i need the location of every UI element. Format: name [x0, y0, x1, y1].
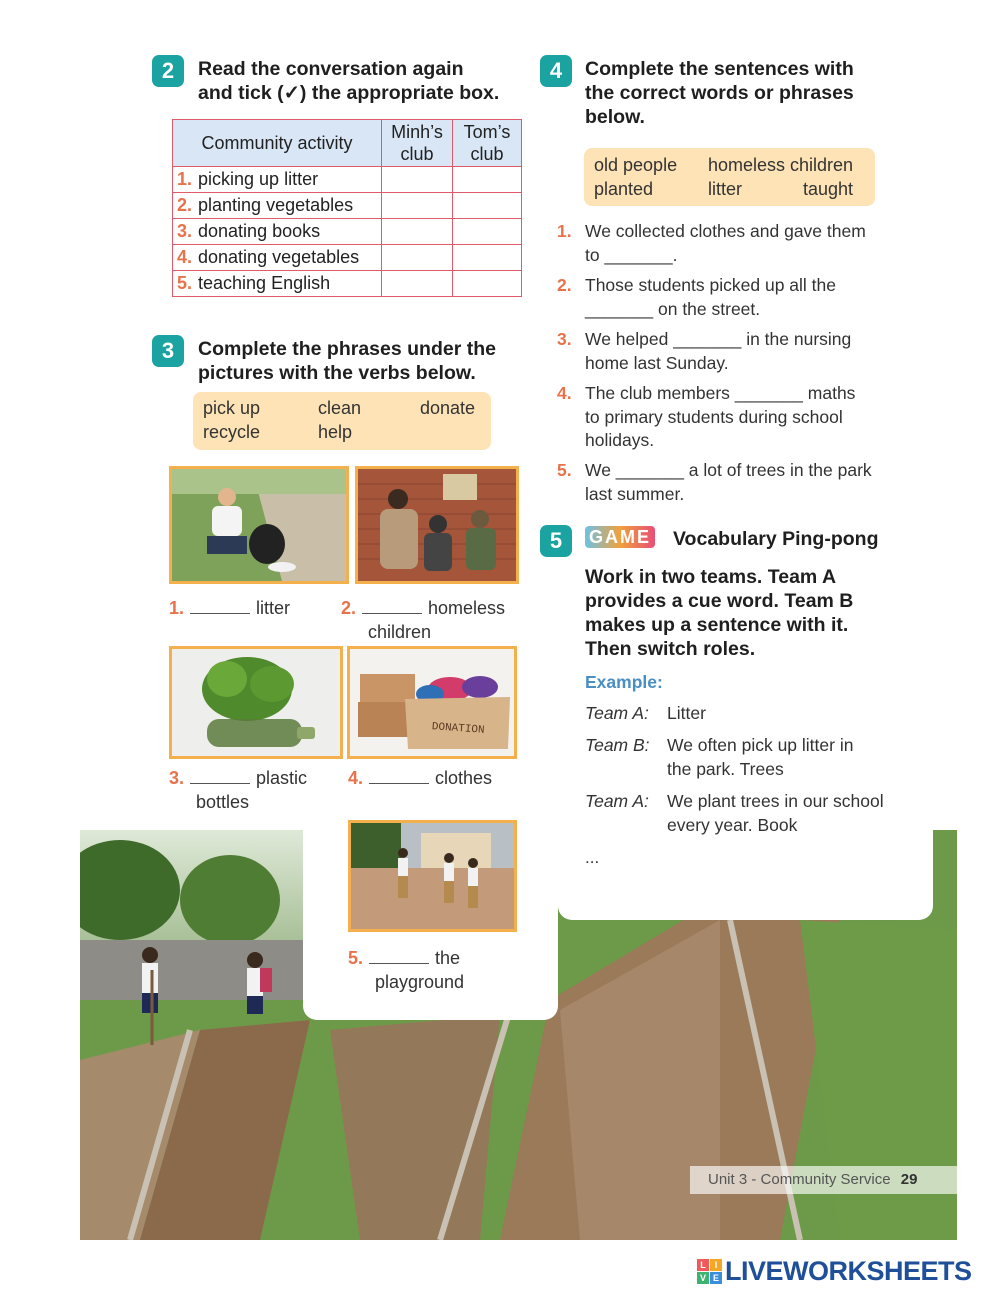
phrase-text: litter [256, 598, 291, 618]
phrase-5 [348, 946, 464, 994]
phrase-text: homeless [428, 598, 506, 618]
heading-line: and tick (✓) the appropriate box. [198, 82, 500, 104]
icon-letter: I [710, 1259, 722, 1271]
word: old people [594, 155, 678, 175]
sentence-text: last summer. [585, 483, 685, 504]
sentence-text[interactable]: The club members _______ maths [585, 383, 856, 403]
instruction-line: makes up a sentence with it. [585, 614, 849, 636]
instruction-line: provides a cue word. Team B [585, 590, 854, 612]
speaker: Team A: [585, 703, 649, 723]
item-number: 3. [557, 329, 572, 349]
phrase-1 [169, 596, 290, 620]
word: clean [318, 398, 362, 418]
tick-box-tom[interactable] [453, 245, 522, 271]
instruction-line: Work in two teams. Team A [585, 566, 837, 588]
word: taught [803, 179, 854, 199]
table-row [173, 271, 522, 297]
word: donate [420, 398, 476, 418]
tick-box-tom[interactable] [453, 271, 522, 297]
sentence-text[interactable]: We _______ a lot of trees in the park [585, 460, 872, 480]
heading-line: Complete the sentences with [585, 58, 854, 80]
table-row [173, 219, 522, 245]
item-number: 4. [348, 768, 364, 788]
answer-blank[interactable] [190, 599, 250, 614]
icon-letter: V [697, 1272, 709, 1284]
word: litter [708, 179, 743, 199]
exercise-3-heading [198, 337, 496, 385]
sentence-text: Those students picked up all the [585, 275, 836, 295]
icon-letter: L [697, 1259, 709, 1271]
row-number: 2. [177, 195, 193, 215]
row-number: 4. [177, 247, 193, 267]
phrase-word-box [584, 148, 875, 206]
item-number: 1. [169, 598, 185, 618]
heading-line: Complete the phrases under the [198, 338, 496, 360]
heading-line: below. [585, 106, 645, 128]
phrase-text: playground [375, 972, 465, 992]
exercise-4-heading [585, 57, 854, 129]
exercise-3-badge: 3 [152, 335, 184, 367]
word: homeless children [708, 155, 854, 175]
sentence-5 [557, 459, 907, 506]
activity-label: donating books [198, 221, 321, 241]
tick-box-tom[interactable] [453, 167, 522, 193]
instruction-line: Then switch roles. [585, 638, 756, 660]
row-number: 3. [177, 221, 193, 241]
utterance: every year. Book [667, 814, 798, 835]
table-row [173, 167, 522, 193]
word: recycle [203, 422, 261, 442]
dialogue-line-3 [585, 790, 884, 837]
example-label: Example: [585, 672, 663, 692]
unit-footer [690, 1166, 960, 1194]
phrase-text: bottles [196, 792, 250, 812]
phrase-text: plastic [256, 768, 308, 788]
sentence-text: home last Sunday. [585, 352, 729, 373]
heading-line: the correct words or phrases [585, 82, 854, 104]
item-number: 5. [348, 948, 364, 968]
sentence-1 [557, 220, 907, 267]
tick-box-minh[interactable] [382, 193, 453, 219]
photo-playground [348, 820, 517, 932]
exercise-5-title: Vocabulary Ping-pong [673, 528, 879, 550]
brand-name: LIVEWORKSHEETS [725, 1255, 972, 1286]
liveworksheets-icon [697, 1259, 722, 1284]
ellipsis: ... [585, 848, 600, 867]
phrase-3 [169, 766, 307, 814]
speaker: Team A: [585, 791, 649, 811]
sentence-text: to primary students during school [585, 406, 843, 427]
sentence-3 [557, 328, 907, 375]
answer-blank[interactable] [369, 949, 429, 964]
item-number: 3. [169, 768, 185, 788]
phrase-text: children [368, 622, 432, 642]
exercise-5-instructions [585, 565, 853, 661]
sentence-text[interactable]: We helped _______ in the nursing [585, 329, 852, 349]
exercise-4-badge: 4 [540, 55, 572, 87]
donation-label: DONATION [431, 721, 485, 737]
sentence-text: holidays. [585, 430, 655, 450]
activity-label: donating vegetables [198, 247, 360, 267]
tick-box-minh[interactable] [382, 219, 453, 245]
exercise-2-heading [198, 57, 499, 105]
verb-word-box [193, 392, 491, 450]
exercise-5-badge: 5 [540, 525, 572, 557]
unit-title: Unit 3 - Community Service [708, 1171, 891, 1188]
heading-line: pictures with the verbs below. [198, 362, 476, 384]
icon-letter: E [710, 1272, 722, 1284]
item-number: 2. [341, 598, 357, 618]
item-number: 1. [557, 221, 572, 241]
activity-label: teaching English [198, 273, 331, 293]
phrase-2 [341, 596, 505, 644]
sentence-2 [557, 274, 907, 321]
phrase-4 [348, 766, 492, 790]
row-number: 5. [177, 273, 193, 293]
tick-box-minh[interactable] [382, 167, 453, 193]
phrase-text: clothes [435, 768, 493, 788]
tick-box-tom[interactable] [453, 193, 522, 219]
table-row [173, 193, 522, 219]
page-number: 29 [900, 1171, 918, 1188]
activity-label: picking up litter [198, 169, 319, 189]
utterance: We often pick up litter in [667, 735, 854, 755]
sentence-4 [557, 382, 907, 453]
exercise-2-badge: 2 [152, 55, 184, 87]
header-minhs-club: Minh’s club [382, 120, 453, 167]
utterance: We plant trees in our school [667, 791, 884, 811]
sentence-text[interactable]: to _______. [585, 244, 678, 265]
photo-picking-litter [169, 466, 349, 584]
utterance: Litter [667, 703, 706, 723]
tick-box-tom[interactable] [453, 219, 522, 245]
liveworksheets-logo [697, 1257, 972, 1285]
row-number: 1. [177, 169, 193, 189]
answer-blank[interactable] [362, 599, 422, 614]
word: help [318, 422, 353, 442]
item-number: 5. [557, 460, 572, 480]
photo-donation-box [347, 646, 517, 759]
dialogue-line-1 [585, 702, 706, 726]
answer-blank[interactable] [369, 769, 429, 784]
game-label: GAME [585, 526, 655, 548]
tick-box-minh[interactable] [382, 271, 453, 297]
dialogue-line-2 [585, 734, 853, 781]
heading-line: Read the conversation again [198, 58, 464, 80]
photo-plastic-bottles [169, 646, 343, 759]
phrase-text: the [435, 948, 461, 968]
photo-homeless-children [355, 466, 519, 584]
speaker: Team B: [585, 735, 650, 755]
table-row [173, 245, 522, 271]
tick-box-minh[interactable] [382, 245, 453, 271]
sentence-text: We collected clothes and gave them [585, 221, 866, 241]
word: pick up [203, 398, 261, 418]
answer-blank[interactable] [190, 769, 250, 784]
item-number: 4. [557, 383, 572, 403]
header-community-activity: Community activity [173, 120, 382, 167]
item-number: 2. [557, 275, 572, 295]
header-toms-club: Tom’s club [453, 120, 522, 167]
sentence-text[interactable]: _______ on the street. [585, 298, 761, 319]
activity-table [172, 119, 522, 297]
activity-label: planting vegetables [198, 195, 354, 215]
utterance: the park. Trees [667, 758, 784, 779]
word: planted [594, 179, 654, 199]
